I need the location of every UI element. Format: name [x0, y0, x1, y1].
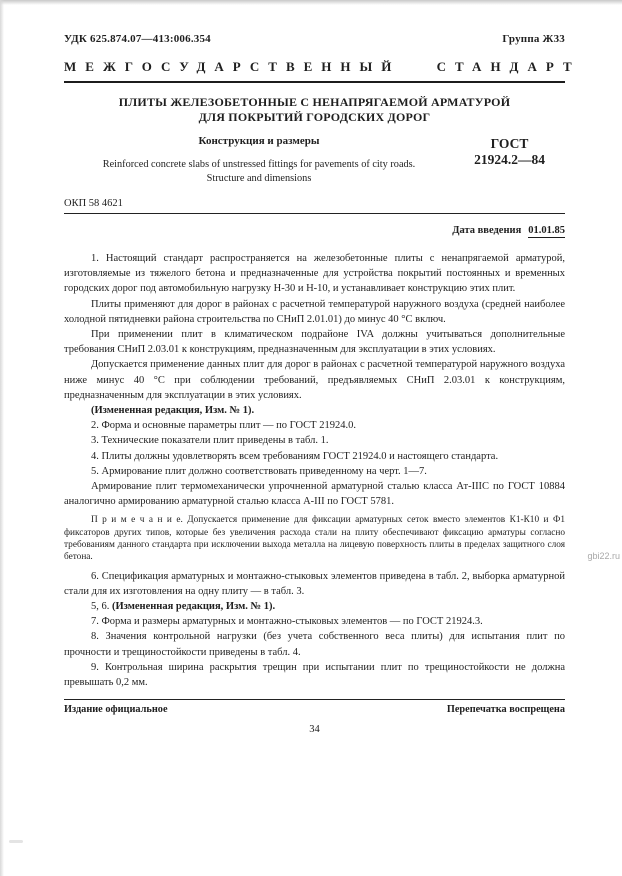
footer-rule [64, 699, 565, 700]
document-subtitle: Конструкция и размеры [198, 135, 320, 147]
standard-type-heading: МЕЖГОСУДАРСТВЕННЫЙ СТАНДАРТ [64, 59, 581, 74]
english-title-line-2: Structure and dimensions [206, 172, 312, 184]
effective-date-row [64, 225, 565, 236]
gost-designation [454, 135, 565, 185]
english-title-line-1: Reinforced concrete slabs of unstressed fittings for pavements of city roads. [102, 159, 416, 170]
site-watermark: gbi22.ru [587, 551, 620, 561]
body-paragraph-13: 9. Контрольная ширина раскрытия трещин при испытании плит по трещиностойкости не должна превышать 0,2 мм. [64, 661, 565, 689]
footer-row [64, 704, 565, 715]
document-title-line-1: ПЛИТЫ ЖЕЛЕЗОБЕТОННЫЕ С НЕНАПРЯГАЕМОЙ АРМАТУРОЙ [118, 95, 511, 109]
section-divider-rule [64, 213, 565, 214]
body-paragraph-10: 6. Спецификация арматурных и монтажно-стыковых элементов приведена в табл. 2, выборка арматурной стали для их изготовления на одну плиту — в табл. 3. [64, 570, 565, 597]
body-paragraph-11: 7. Форма и размеры арматурных и монтажно-стыковых элементов — по ГОСТ 21924.3. [91, 616, 483, 628]
body-paragraph-6: 3. Технические показатели плит приведены в табл. 1. [91, 435, 329, 447]
amendment-note-2-bold: (Измененная редакция, Изм. № 1). [112, 601, 276, 613]
official-edition-label: Издание официальное [64, 704, 168, 716]
document-title-line-2: ДЛЯ ПОКРЫТИЙ ГОРОДСКИХ ДОРОГ [198, 110, 431, 124]
body-paragraph-2: Плиты применяют для дорог в районах с расчетной температурой наружного воздуха (средней наиболее холодной пятидневки района строительства по СНиП 2.01.01) до минус 40 °С включ. [64, 298, 565, 325]
body-paragraph-4: Допускается применение данных плит для дорог в районах с расчетной температурой наружного воздуха ниже минус 40 °С при соблюдении требований, предъявляемых СНиП 2.03.01 к конструкциям, предназначенным для эксплуатации в этих условиях. [64, 359, 565, 401]
body-paragraph-1: 1. Настоящий стандарт распространяется на железобетонные плиты с ненапрягаемой арматурой, изготовляемые из тяжелого бетона и предназначенные для устройства покрытий постоянных и временных городских дорог под автомобильную нагрузку Н-30 и Н-10, и устанавливает конструкцию этих плит. [64, 253, 565, 295]
amendment-note-2 [64, 599, 565, 614]
english-title [64, 158, 454, 185]
gost-number: 21924.2—84 [474, 152, 545, 167]
group-code: Группа Ж33 [502, 33, 565, 45]
effective-date-value: 01.01.85 [528, 225, 565, 236]
body-paragraph-12: 8. Значения контрольной нагрузки (без учета собственного веса плиты) для испытания плит по прочности и трещиностойкости приведены в табл. 4. [64, 631, 565, 658]
amendment-note-2-prefix: 5, 6. [91, 601, 112, 613]
header-rule [64, 81, 565, 83]
note-paragraph: П р и м е ч а н и е. Допускается применение для фиксации арматурных сеток вместо элементов К1-К10 и Ф1 фиксаторов других типов, которые без увеличения расхода стали на плиту обеспечивают фиксацию арматуры согласно требованиям данного стандарта при исключении выхода металла на лицевую поверхность плиты в пределах защитного слоя бетона. [64, 515, 565, 563]
okp-code: ОКП 58 4621 [64, 198, 123, 209]
subtitle-row [64, 135, 565, 185]
body-paragraph-7: 4. Плиты должны удовлетворять всем требованиям ГОСТ 21924.0 и настоящего стандарта. [91, 450, 499, 462]
gost-label: ГОСТ [490, 136, 529, 151]
body-paragraph-3: При применении плит в климатическом подрайоне IVA должны учитываться дополнительные требования СНиП 2.03.01 к конструкциям, предназначенным для эксплуатации в этих условиях. [64, 329, 565, 356]
reprint-prohibited-label: Перепечатка воспрещена [446, 704, 565, 716]
udk-code: УДК 625.874.07—413:006.354 [64, 33, 211, 45]
body-paragraph-8: 5. Армирование плит должно соответствовать приведенному на черт. 1—7. [91, 465, 427, 477]
amendment-note-1: (Измененная редакция, Изм. № 1). [91, 405, 255, 417]
body-paragraph-9: Армирование плит термомеханически упрочненной арматурной сталью класса Ат-IIIС по ГОСТ 10884 аналогично армированию арматурной сталью класса А-III по ГОСТ 5781. [64, 481, 565, 508]
document-title [64, 95, 565, 125]
page-number: 34 [309, 724, 320, 736]
body-paragraph-5: 2. Форма и основные параметры плит — по ГОСТ 21924.0. [91, 420, 356, 432]
classification-row [64, 33, 565, 45]
body-text [64, 251, 565, 690]
effective-date-label: Дата введения [452, 225, 522, 236]
subtitle-block [64, 135, 454, 185]
